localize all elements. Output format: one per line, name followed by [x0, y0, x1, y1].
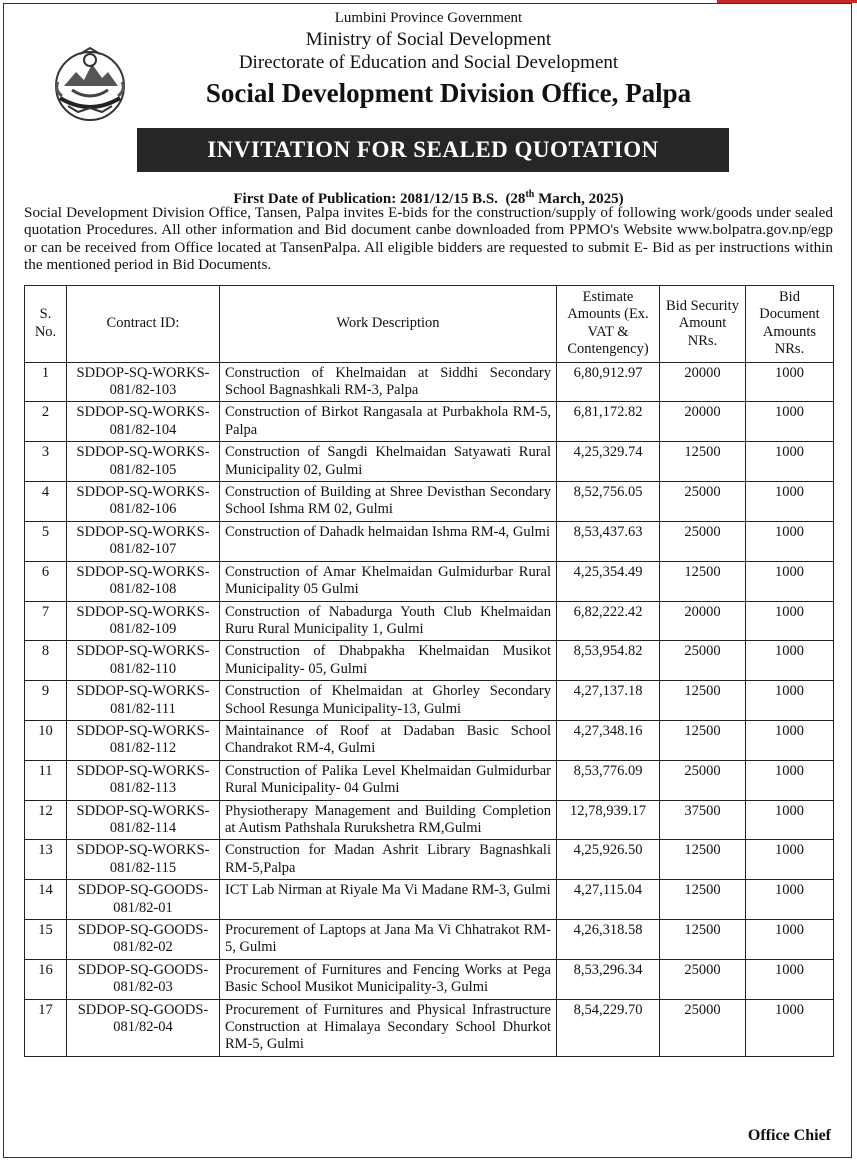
table-row	[25, 402, 834, 442]
bid-security-cell: 25000	[660, 959, 746, 999]
bid-security-cell: 12500	[660, 720, 746, 760]
table-row	[25, 561, 834, 601]
contract-id-cell: SDDOP-SQ-WORKS-081/82-105	[67, 442, 220, 482]
contract-id-cell: SDDOP-SQ-WORKS-081/82-112	[67, 720, 220, 760]
work-description-cell: Construction of Dahadk helmaidan Ishma RM-4, Gulmi	[220, 521, 557, 561]
publication-date-rest: March, 2025)	[534, 191, 624, 207]
estimate-amount-cell: 8,53,437.63	[557, 521, 660, 561]
serial-no-cell: 16	[25, 959, 67, 999]
table-row	[25, 840, 834, 880]
bid-document-cell: 1000	[746, 720, 834, 760]
contract-id-cell: SDDOP-SQ-WORKS-081/82-106	[67, 482, 220, 522]
bid-table	[24, 285, 834, 1057]
bid-security-cell: 25000	[660, 760, 746, 800]
serial-no-cell: 10	[25, 720, 67, 760]
bid-document-cell: 1000	[746, 561, 834, 601]
office-title: Social Development Division Office, Palpa	[205, 78, 692, 108]
table-row	[25, 641, 834, 681]
bid-document-cell: 1000	[746, 601, 834, 641]
estimate-amount-cell: 8,52,756.05	[557, 482, 660, 522]
bid-document-cell: 1000	[746, 959, 834, 999]
estimate-amount-cell: 4,27,137.18	[557, 681, 660, 721]
work-description-cell: Construction of Sangdi Khelmaidan Satyawati Rural Municipality 02, Gulmi	[220, 442, 557, 482]
work-description-cell: Procurement of Laptops at Jana Ma Vi Chhatrakot RM-5, Gulmi	[220, 920, 557, 960]
bid-security-cell: 12500	[660, 880, 746, 920]
bid-document-cell: 1000	[746, 880, 834, 920]
contract-id-cell: SDDOP-SQ-WORKS-081/82-104	[67, 402, 220, 442]
work-description-cell: Physiotherapy Management and Building Completion at Autism Pathshala Rurukshetra RM,Gulmi	[220, 800, 557, 840]
contract-id-cell: SDDOP-SQ-GOODS-081/82-04	[67, 999, 220, 1056]
bid-document-cell: 1000	[746, 482, 834, 522]
header-sn: S. No.	[25, 286, 67, 363]
estimate-amount-cell: 6,81,172.82	[557, 402, 660, 442]
bid-security-cell: 12500	[660, 561, 746, 601]
header-work-description: Work Description	[220, 286, 557, 363]
work-description-cell: Maintainance of Roof at Dadaban Basic School Chandrakot RM-4, Gulmi	[220, 720, 557, 760]
estimate-amount-cell: 6,82,222.42	[557, 601, 660, 641]
work-description-cell: Procurement of Furnitures and Fencing Works at Pega Basic School Musikot Municipality-3, Gulmi	[220, 959, 557, 999]
contract-id-cell: SDDOP-SQ-WORKS-081/82-114	[67, 800, 220, 840]
directorate-name: Directorate of Education and Social Development	[238, 52, 619, 73]
estimate-amount-cell: 8,53,776.09	[557, 760, 660, 800]
work-description-cell: Construction of Amar Khelmaidan Gulmidurbar Rural Municipality 05 Gulmi	[220, 561, 557, 601]
bid-document-cell: 1000	[746, 760, 834, 800]
table-row	[25, 760, 834, 800]
work-description-cell: Construction of Khelmaidan at Ghorley Secondary School Resunga Municipality-13, Gulmi	[220, 681, 557, 721]
publication-date-open: (28	[505, 191, 526, 207]
bid-security-cell: 12500	[660, 681, 746, 721]
table-row	[25, 920, 834, 960]
bid-document-cell: 1000	[746, 521, 834, 561]
bid-document-cell: 1000	[746, 442, 834, 482]
contract-id-cell: SDDOP-SQ-GOODS-081/82-02	[67, 920, 220, 960]
work-description-cell: Construction of Building at Shree Devisthan Secondary School Ishma RM 02, Gulmi	[220, 482, 557, 522]
serial-no-cell: 2	[25, 402, 67, 442]
serial-no-cell: 11	[25, 760, 67, 800]
serial-no-cell: 9	[25, 681, 67, 721]
bid-document-cell: 1000	[746, 362, 834, 402]
work-description-cell: ICT Lab Nirman at Riyale Ma Vi Madane RM-3, Gulmi	[220, 880, 557, 920]
serial-no-cell: 14	[25, 880, 67, 920]
table-row	[25, 880, 834, 920]
work-description-cell: Construction for Madan Ashrit Library Bagnashkali RM-5,Palpa	[220, 840, 557, 880]
bid-document-cell: 1000	[746, 402, 834, 442]
table-row	[25, 999, 834, 1056]
work-description-cell: Construction of Birkot Rangasala at Purbakhola RM-5, Palpa	[220, 402, 557, 442]
contract-id-cell: SDDOP-SQ-WORKS-081/82-103	[67, 362, 220, 402]
contract-id-cell: SDDOP-SQ-WORKS-081/82-113	[67, 760, 220, 800]
bid-document-cell: 1000	[746, 999, 834, 1056]
bid-security-cell: 12500	[660, 442, 746, 482]
contract-id-cell: SDDOP-SQ-WORKS-081/82-107	[67, 521, 220, 561]
bid-security-cell: 20000	[660, 362, 746, 402]
bid-security-cell: 37500	[660, 800, 746, 840]
contract-id-cell: SDDOP-SQ-WORKS-081/82-109	[67, 601, 220, 641]
serial-no-cell: 12	[25, 800, 67, 840]
serial-no-cell: 3	[25, 442, 67, 482]
bid-document-cell: 1000	[746, 840, 834, 880]
table-row	[25, 720, 834, 760]
estimate-amount-cell: 4,27,115.04	[557, 880, 660, 920]
work-description-cell: Procurement of Furnitures and Physical Infrastructure Construction at Himalaya Secondary School Dhurkot RM-5, Gulmi	[220, 999, 557, 1056]
bid-document-cell: 1000	[746, 800, 834, 840]
serial-no-cell: 6	[25, 561, 67, 601]
header-document: Bid Document Amounts NRs.	[746, 286, 834, 363]
work-description-cell: Construction of Khelmaidan at Siddhi Secondary School Bagnashkali RM-3, Palpa	[220, 362, 557, 402]
estimate-amount-cell: 8,53,954.82	[557, 641, 660, 681]
bid-security-cell: 25000	[660, 521, 746, 561]
table-row	[25, 681, 834, 721]
work-description-cell: Construction of Dhabpakha Khelmaidan Musikot Municipality- 05, Gulmi	[220, 641, 557, 681]
table-header-row	[25, 286, 834, 363]
bid-security-cell: 20000	[660, 601, 746, 641]
estimate-amount-cell: 4,25,354.49	[557, 561, 660, 601]
table-row	[25, 521, 834, 561]
intro-paragraph: Social Development Division Office, Tansen, Palpa invites E-bids for the construction/supply of following work/goods under sealed quotation Procedures. All other information and Bid document canbe downloaded from PPMO's Website www.bolpatra.gov.np/egp or can be received from Office located at TansenPalpa. All eligible bidders are requested to submit E- Bid as per instructions within the mentioned period in Bid Documents.	[24, 204, 833, 274]
publication-date-prefix: First Date of Publication: 2081/12/15 B.S.	[233, 191, 498, 207]
contract-id-cell: SDDOP-SQ-WORKS-081/82-115	[67, 840, 220, 880]
province-name: Lumbini Province Government	[334, 10, 523, 26]
table-row	[25, 442, 834, 482]
work-description-cell: Construction of Palika Level Khelmaidan Gulmidurbar Rural Municipality- 04 Gulmi	[220, 760, 557, 800]
serial-no-cell: 4	[25, 482, 67, 522]
contract-id-cell: SDDOP-SQ-GOODS-081/82-03	[67, 959, 220, 999]
serial-no-cell: 8	[25, 641, 67, 681]
table-body	[25, 362, 834, 1056]
header-estimate: Estimate Amounts (Ex. VAT & Contengency)	[557, 286, 660, 363]
estimate-amount-cell: 4,26,318.58	[557, 920, 660, 960]
serial-no-cell: 15	[25, 920, 67, 960]
bid-document-cell: 1000	[746, 641, 834, 681]
letterhead	[0, 8, 857, 110]
work-description-cell: Construction of Nabadurga Youth Club Khelmaidan Ruru Rural Municipality 1, Gulmi	[220, 601, 557, 641]
estimate-amount-cell: 4,25,329.74	[557, 442, 660, 482]
serial-no-cell: 7	[25, 601, 67, 641]
bid-security-cell: 25000	[660, 641, 746, 681]
corner-mark	[717, 0, 857, 3]
estimate-amount-cell: 4,27,348.16	[557, 720, 660, 760]
estimate-amount-cell: 8,54,229.70	[557, 999, 660, 1056]
table-row	[25, 959, 834, 999]
contract-id-cell: SDDOP-SQ-WORKS-081/82-111	[67, 681, 220, 721]
table-row	[25, 601, 834, 641]
serial-no-cell: 17	[25, 999, 67, 1056]
bid-document-cell: 1000	[746, 920, 834, 960]
table-row	[25, 362, 834, 402]
bid-security-cell: 25000	[660, 482, 746, 522]
contract-id-cell: SDDOP-SQ-WORKS-081/82-108	[67, 561, 220, 601]
bid-security-cell: 12500	[660, 920, 746, 960]
header-security: Bid Security Amount NRs.	[660, 286, 746, 363]
bid-security-cell: 20000	[660, 402, 746, 442]
bid-security-cell: 25000	[660, 999, 746, 1056]
bid-document-cell: 1000	[746, 681, 834, 721]
publication-date-sup: th	[525, 189, 535, 200]
contract-id-cell: SDDOP-SQ-WORKS-081/82-110	[67, 641, 220, 681]
table-row	[25, 482, 834, 522]
notice-banner: INVITATION FOR SEALED QUOTATION	[137, 128, 729, 172]
signatory: Office Chief	[747, 1127, 831, 1144]
bid-security-cell: 12500	[660, 840, 746, 880]
serial-no-cell: 1	[25, 362, 67, 402]
estimate-amount-cell: 6,80,912.97	[557, 362, 660, 402]
contract-id-cell: SDDOP-SQ-GOODS-081/82-01	[67, 880, 220, 920]
estimate-amount-cell: 4,25,926.50	[557, 840, 660, 880]
serial-no-cell: 13	[25, 840, 67, 880]
table-row	[25, 800, 834, 840]
serial-no-cell: 5	[25, 521, 67, 561]
estimate-amount-cell: 12,78,939.17	[557, 800, 660, 840]
ministry-name: Ministry of Social Development	[305, 29, 552, 50]
estimate-amount-cell: 8,53,296.34	[557, 959, 660, 999]
header-contract-id: Contract ID:	[67, 286, 220, 363]
